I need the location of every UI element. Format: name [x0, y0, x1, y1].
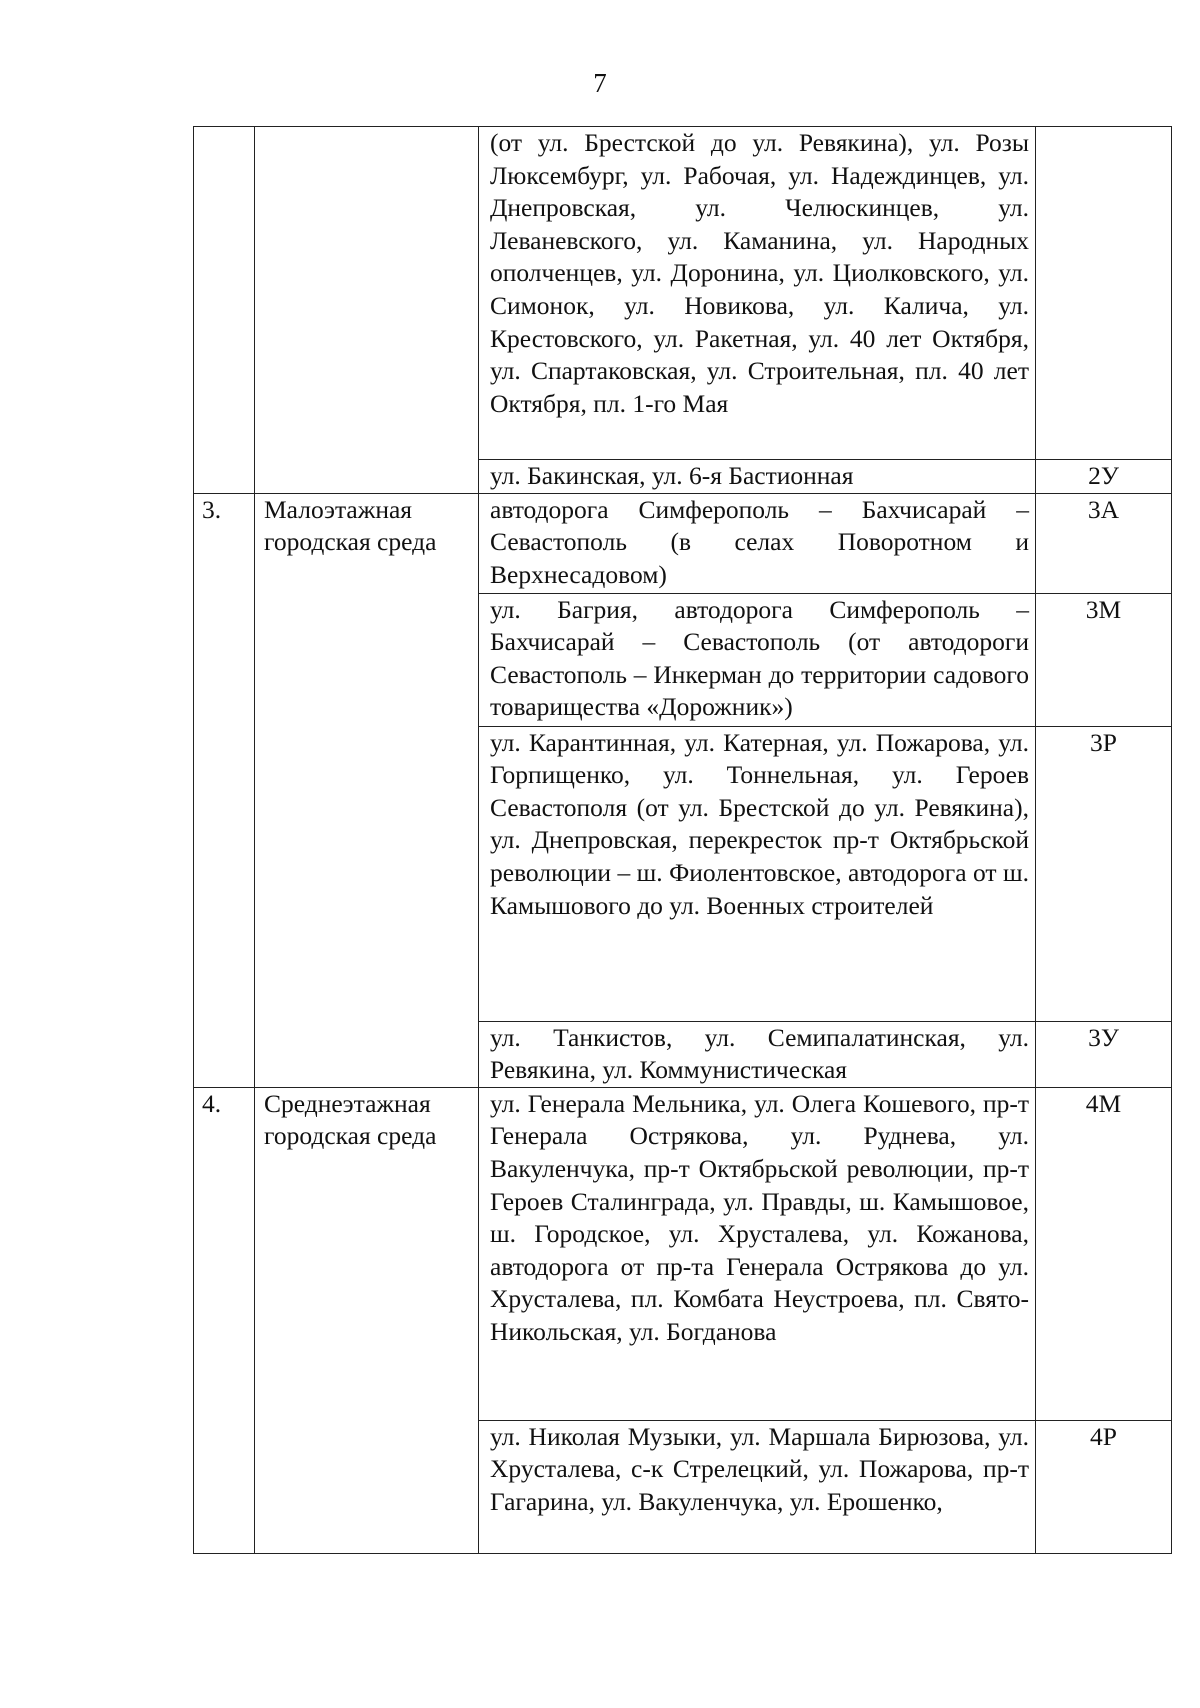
zone-code-cell	[1036, 127, 1172, 460]
zone-code-cell: 3Р	[1036, 726, 1172, 1021]
streets-cell: ул. Бакинская, ул. 6-я Бастионная	[479, 460, 1036, 494]
page-number: 7	[593, 68, 607, 98]
zone-code-cell: 3У	[1036, 1021, 1172, 1087]
streets-cell: ул. Багрия, автодорога Симферополь – Бахчисарай – Севастополь (от автодороги Севастополь – Инкерман до территории садового товарищества «Дорожник»)	[479, 593, 1036, 726]
row-number-cell	[194, 127, 255, 494]
streets-cell: (от ул. Брестской до ул. Ревякина), ул. Розы Люксембург, ул. Рабочая, ул. Надеждинцев, ул. Днепровская, ул. Челюскинцев, ул. Леваневского, ул. Каманина, ул. Народных ополченцев, ул. Доронина, ул. Циолковского, ул. Симонок, ул. Новикова, ул. Калича, ул. Крестовского, ул. Ракетная, ул. 40 лет Октября, ул. Спартаковская, ул. Строительная, пл. 40 лет Октября, пл. 1-го Мая	[479, 127, 1036, 460]
zone-code-cell: 3М	[1036, 593, 1172, 726]
table-row	[194, 127, 1172, 460]
zone-name-cell: Среднеэтажная городская среда	[255, 1087, 479, 1553]
streets-cell: ул. Танкистов, ул. Семипалатинская, ул. Ревякина, ул. Коммунистическая	[479, 1021, 1036, 1087]
zone-name-cell	[255, 127, 479, 494]
table-row	[194, 1087, 1172, 1420]
zone-name-cell: Малоэтажная городская среда	[255, 493, 479, 1087]
zone-code-cell: 3А	[1036, 493, 1172, 593]
streets-cell: ул. Карантинная, ул. Катерная, ул. Пожарова, ул. Горпищенко, ул. Тоннельная, ул. Героев Севастополя (от ул. Брестской до ул. Ревякина), ул. Днепровская, перекресток пр-т Октябрьской революции – ш. Фиолентовское, автодорога от ш. Камышового до ул. Военных строителей	[479, 726, 1036, 1021]
zones-table	[193, 126, 1172, 1554]
zone-code-cell: 4М	[1036, 1087, 1172, 1420]
streets-cell: автодорога Симферополь – Бахчисарай – Севастополь (в селах Поворотном и Верхнесадовом)	[479, 493, 1036, 593]
row-number-cell: 4.	[194, 1087, 255, 1553]
zone-code-cell: 4Р	[1036, 1420, 1172, 1553]
streets-cell: ул. Генерала Мельника, ул. Олега Кошевого, пр-т Генерала Острякова, ул. Руднева, ул. Вакуленчука, пр-т Октябрьской революции, пр-т Героев Сталинграда, ул. Правды, ш. Камышовое, ш. Городское, ул. Хрусталева, ул. Кожанова, автодорога от пр-та Генерала Острякова до ул. Хрусталева, пл. Комбата Неустроева, пл. Свято-Никольская, ул. Богданова	[479, 1087, 1036, 1420]
table-row	[194, 493, 1172, 593]
row-number-cell: 3.	[194, 493, 255, 1087]
zone-code-cell: 2У	[1036, 460, 1172, 494]
streets-cell: ул. Николая Музыки, ул. Маршала Бирюзова, ул. Хрусталева, с-к Стрелецкий, ул. Пожарова, пр-т Гагарина, ул. Вакуленчука, ул. Ерошенко,	[479, 1420, 1036, 1553]
